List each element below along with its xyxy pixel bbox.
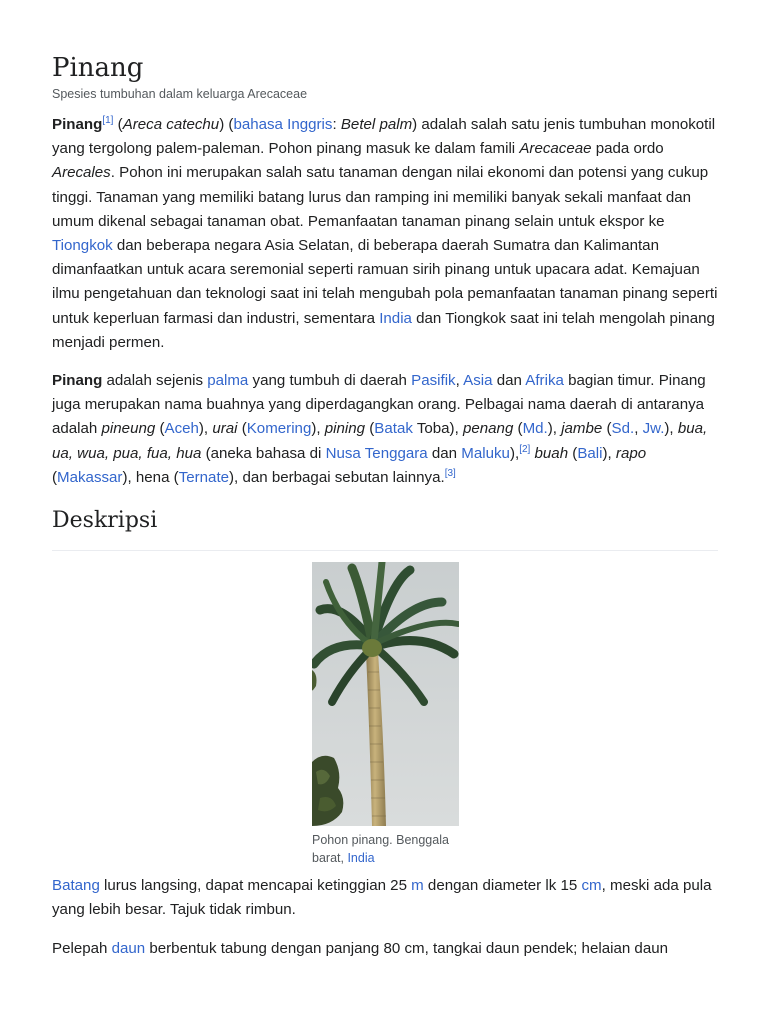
text-run: ( — [365, 420, 375, 438]
reference-link[interactable]: [1] — [102, 115, 114, 126]
bold-term: Pinang — [52, 372, 103, 389]
reference-marker — [445, 468, 456, 479]
wiki-link[interactable]: Batak — [374, 420, 413, 438]
text-run: ) adalah salah satu jenis tumbuhan monokotil yang tergolong palem-paleman. Pohon pinang masuk ke dalam famili — [52, 116, 716, 158]
wiki-link[interactable]: Jw. — [642, 420, 665, 438]
italic-term: pining — [324, 420, 366, 438]
wiki-link[interactable]: cm — [581, 877, 602, 894]
italic-term: Areca catechu — [122, 116, 220, 133]
text-run: , — [634, 420, 643, 438]
text-run: dan — [492, 372, 526, 389]
text-run: ( — [602, 420, 612, 438]
text-run: dan beberapa negara Asia Selatan, di beberapa daerah Sumatra dan Kalimantan dimanfaatkan untuk acara seremonial seperti ramuan sirih pinang untuk upacara adat. Kemajuan ilmu pengetahuan dan teknologi saat ini telah mengubah pola pemanfaatan tanaman pinang seperti untuk keperluan farmasi dan industri, sementara — [52, 237, 718, 327]
wiki-link[interactable]: palma — [207, 372, 249, 389]
italic-term: jambe — [561, 420, 603, 438]
reference-marker — [102, 115, 113, 126]
text-run: bagian timur. Pinang juga merupakan nama buahnya yang diperdagangkan orang. Pelbagai nama daerah di antaranya adalah — [52, 372, 706, 438]
page-title: Pinang — [52, 53, 144, 83]
wiki-link[interactable]: Tiongkok — [52, 237, 113, 255]
wiki-link[interactable]: Maluku — [461, 444, 510, 462]
wiki-link[interactable]: Pasifik — [411, 372, 456, 389]
text-run: ), — [602, 444, 616, 462]
text-run: ( — [52, 468, 58, 486]
italic-term: urai — [212, 420, 238, 438]
italic-term: Arecaceae — [519, 140, 592, 158]
text-run: ), — [664, 420, 678, 438]
wiki-link[interactable]: Sd. — [611, 420, 635, 438]
text-run: ), — [547, 420, 562, 438]
text-run: . Pohon ini merupakan salah satu tanaman dengan nilai ekonomi dan potensi yang cukup tinggi. Tanaman yang memiliki batang lurus dan ramping ini memiliki banyak sekali manfaat dan umum dikenal sebagai tanaman obat. Pemanfaatan tanaman pinang selain untuk ekspor ke — [52, 164, 709, 230]
caption-link-india[interactable]: India — [347, 851, 375, 865]
text-run: (aneka bahasa di — [201, 444, 326, 462]
italic-term: Arecales — [52, 164, 111, 182]
text-run: ( — [513, 420, 523, 438]
wiki-link[interactable]: Makassar — [57, 468, 123, 486]
wiki-link[interactable]: Batang — [52, 877, 100, 894]
areca-palm-image[interactable] — [312, 562, 459, 826]
text-run: Pelepah — [52, 940, 112, 957]
wiki-link[interactable]: Afrika — [525, 372, 564, 389]
text-run: dan Tiongkok saat ini telah mengolah pinang menjadi permen. — [52, 309, 715, 351]
text-run: adalah sejenis — [102, 372, 208, 389]
italic-term: penang — [462, 420, 514, 438]
wiki-link[interactable]: India — [379, 309, 412, 327]
text-run: ( — [113, 116, 123, 133]
section-divider — [52, 550, 718, 551]
text-run: ( — [568, 444, 578, 462]
section-heading-deskripsi: Deskripsi — [52, 508, 158, 533]
text-run: dengan diameter lk 15 — [423, 877, 582, 894]
text-run: ( — [237, 420, 247, 438]
text-run: ), dan berbagai sebutan lainnya. — [229, 468, 445, 486]
text-run: ), — [311, 420, 325, 438]
wiki-link[interactable]: Bali — [577, 444, 603, 462]
text-run: pada ordo — [591, 140, 664, 158]
text-run: , — [455, 372, 464, 389]
wiki-link[interactable]: bahasa Inggris — [233, 116, 333, 133]
wiki-link[interactable]: m — [411, 877, 424, 894]
wiki-link[interactable]: Asia — [463, 372, 493, 389]
intro-paragraph — [52, 113, 720, 355]
italic-term: bua, ua, wua, pua, fua, hua — [52, 420, 708, 462]
text-run: ) ( — [219, 116, 234, 133]
text-run: : — [332, 116, 341, 133]
text-run: berbentuk tabung dengan panjang 80 cm, tangkai daun pendek; helaian daun — [145, 940, 669, 957]
text-run: Toba), — [412, 420, 463, 438]
wiki-link[interactable]: Ternate — [178, 468, 230, 486]
bold-term: Pinang — [52, 116, 103, 133]
wiki-link[interactable]: Md. — [522, 420, 548, 438]
palm-fruit-cluster — [362, 639, 382, 657]
wiki-link[interactable]: Aceh — [164, 420, 199, 438]
text-run: ), — [509, 444, 520, 462]
italic-term: buah — [534, 444, 569, 462]
text-run: , meski ada pula yang lebih besar. Tajuk tidak rimbun. — [52, 877, 712, 919]
wiki-link[interactable]: daun — [111, 940, 146, 957]
figure-caption — [312, 831, 460, 867]
text-run: dan — [427, 444, 462, 462]
italic-term: Betel palm — [340, 116, 413, 133]
text-run: lurus langsing, dapat mencapai ketinggian 25 — [99, 877, 412, 894]
leaf-paragraph — [52, 937, 720, 961]
wiki-link[interactable]: Komering — [246, 420, 312, 438]
text-run: ( — [155, 420, 165, 438]
figure-areca-palm — [312, 562, 460, 867]
text-run: ), hena ( — [122, 468, 179, 486]
italic-term: rapo — [615, 444, 647, 462]
reference-link[interactable]: [2] — [519, 443, 531, 455]
reference-marker — [519, 444, 530, 455]
text-run: yang tumbuh di daerah — [248, 372, 412, 389]
page-subtitle: Spesies tumbuhan dalam keluarga Arecaceae — [52, 87, 308, 101]
reference-link[interactable]: [3] — [444, 467, 456, 479]
caption-text: Pohon pinang. Benggala barat, — [312, 833, 449, 865]
names-paragraph — [52, 369, 720, 490]
italic-term: pineung — [101, 420, 156, 438]
text-run: ), — [198, 420, 213, 438]
wiki-link[interactable]: Nusa Tenggara — [325, 444, 428, 462]
trunk-paragraph — [52, 874, 720, 922]
